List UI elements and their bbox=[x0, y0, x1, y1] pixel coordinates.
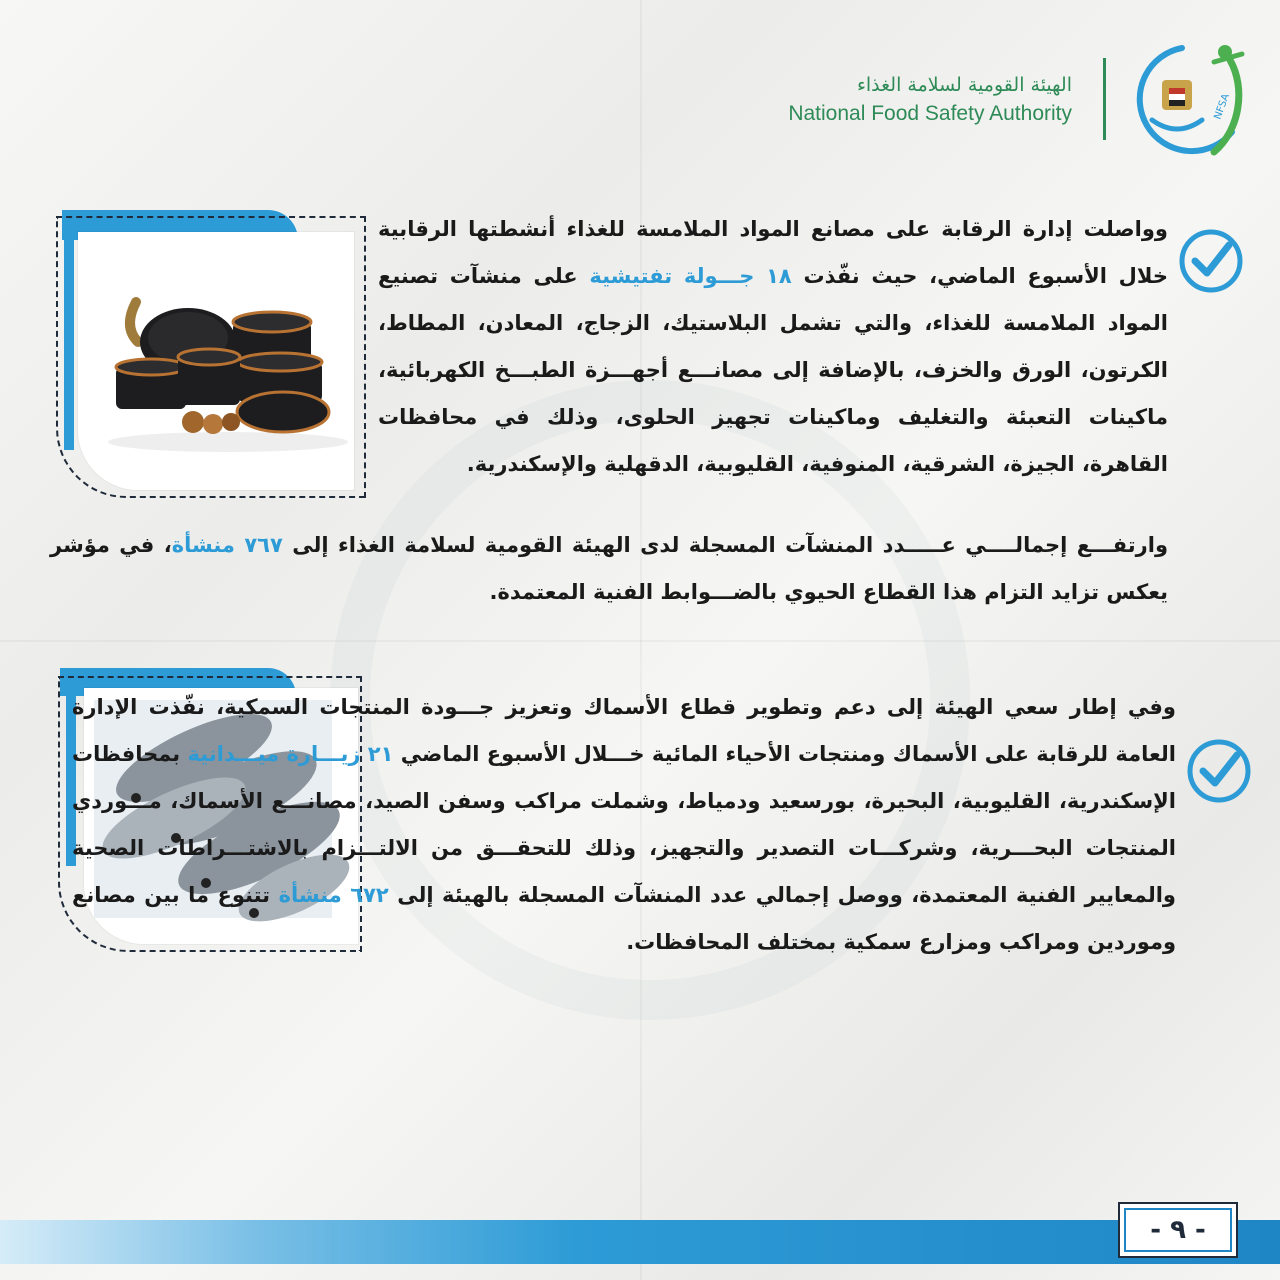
page-number: - ٩ - bbox=[1124, 1208, 1232, 1252]
section2-text bbox=[72, 684, 1176, 966]
section1-text-second bbox=[50, 522, 1168, 616]
frame-accent bbox=[64, 220, 74, 450]
section1-highlight-count: ٧٦٧ منشأة bbox=[171, 533, 283, 557]
check-icon bbox=[1186, 738, 1252, 804]
logo-divider bbox=[1103, 58, 1106, 140]
org-name-english: National Food Safety Authority bbox=[788, 102, 1072, 125]
org-name-arabic: الهيئة القومية لسلامة الغذاء bbox=[856, 74, 1072, 96]
section1-text-part: وارتفـــع إجمالــــي عـــــدد المنشآت المسجلة لدى الهيئة القومية لسلامة الغذاء إلى bbox=[282, 533, 1169, 557]
footer-bar bbox=[0, 1220, 1280, 1264]
section2-text-part: بمحافظات الإسكندرية، القليوبية، البحيرة، بورسعيد ودمياط، وشملت مراكب وسفن الصيد، مصانـــع الأسماك، مـــوردي المنتجات البحـــرية، وشركـــات التصدير والتجهيز، وذلك للتحقـــق من الالتـــزام بالاشتـــراطات الصحية والمعايير الفنية المعتمدة، ووصل إجمالي عدد المنشآت المسجلة بالهيئة إلى bbox=[72, 742, 1176, 907]
cookware-image bbox=[78, 232, 354, 490]
section2-text-part: تتنوع ما بين مصانع وموردين ومراكب ومزارع سمكية بمختلف المحافظات. bbox=[72, 883, 1176, 954]
header bbox=[782, 40, 1252, 160]
cookware-photo-frame bbox=[52, 210, 372, 500]
svg-text:NFSA: NFSA bbox=[1212, 92, 1232, 122]
page-number-box bbox=[1118, 1202, 1238, 1258]
section1-text-part: على منشآت تصنيع المواد الملامسة للغذاء، والتي تشمل البلاستيك، الزجاج، المعادن، المطاط، الكرتون، الورق والخزف، بالإضافة إلى مصانـــع أجهـــزة الطبـــخ الكهربائية، ماكينات التعبئة والتغليف وماكينات تجهيز الحلوى، وذلك في محافظات القاهرة، الجيزة، الشرقية، المنوفية، القليوبية، الدقهلية والإسكندرية. bbox=[378, 264, 1168, 476]
section2-text-part: وفي إطار سعي الهيئة إلى دعم وتطوير قطاع الأسماك وتعزيز جـــودة المنتجات السمكية، نفّذت الإدارة العامة للرقابة على الأسماك ومنتجات الأحياء المائية خـــلال الأسبوع الماضي bbox=[72, 695, 1176, 766]
section1-highlight-tours: ١٨ جـــولة تفتيشية bbox=[589, 264, 792, 288]
section1-text bbox=[378, 206, 1168, 488]
section2-highlight-count: ٦٧٢ منشأة bbox=[278, 883, 389, 907]
section2-highlight-visits: ٢١ زيـــارة ميـــدانية bbox=[187, 742, 394, 766]
nfsa-logo bbox=[1122, 40, 1252, 160]
section1-text-part: ، في مؤشر يعكس تزايد التزام هذا القطاع الحيوي بالضـــوابط الفنية المعتمدة. bbox=[50, 533, 1168, 604]
check-icon bbox=[1178, 228, 1244, 294]
section1-text-part: وواصلت إدارة الرقابة على مصانع المواد الملامسة للغذاء أنشطتها الرقابية خلال الأسبوع الماضي، حيث نفّذت bbox=[378, 217, 1168, 288]
